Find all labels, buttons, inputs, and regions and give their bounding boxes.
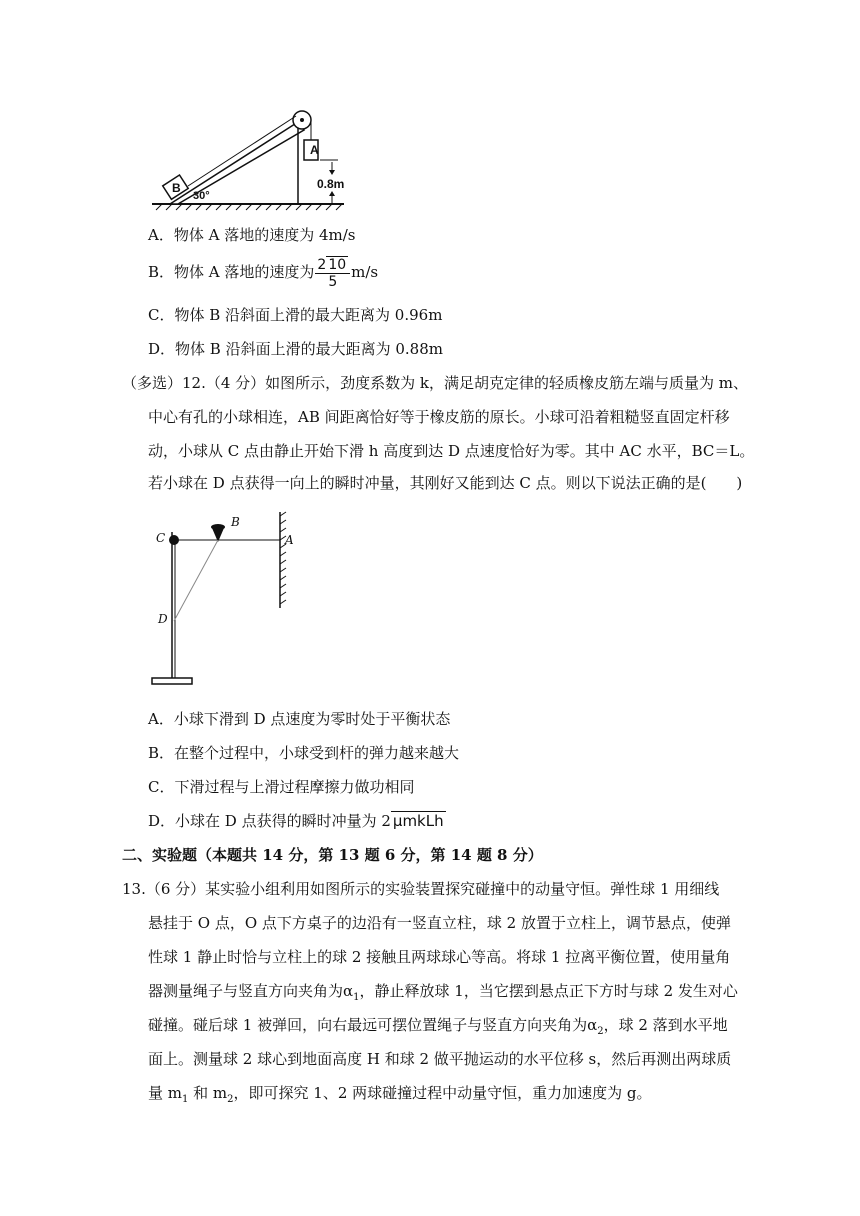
q13-line1: 13.（6 分）某实验小组利用如图所示的实验装置探究碰撞中的动量守恒。弹性球 1 用细线 — [122, 880, 720, 898]
q11-option-c: C．物体 B 沿斜面上滑的最大距离为 0.96m — [148, 306, 443, 324]
alpha-subscript: 1 — [353, 992, 360, 1003]
q12-option-b: B．在整个过程中，小球受到杆的弹力越来越大 — [148, 744, 460, 762]
q12-stem-line3: 动，小球从 C 点由静止开始下滑 h 高度到达 D 点速度恰好为零。其中 AC 水平，BC＝L。 — [148, 442, 755, 460]
q13-line5-rest: ，球 2 落到水平地 — [603, 1016, 728, 1034]
fraction-radical: 10 — [328, 257, 347, 273]
q11-option-b — [148, 256, 378, 290]
q11-option-d: D．物体 B 沿斜面上滑的最大距离为 0.88m — [148, 340, 443, 358]
q12-stem-line2: 中心有孔的小球相连，AB 间距离恰好等于橡皮筋的原长。小球可沿着粗糙竖直固定杆移 — [148, 408, 730, 426]
q12-option-d — [148, 810, 446, 831]
q12-option-c: C．下滑过程与上滑过程摩擦力做功相同 — [148, 778, 415, 796]
q13-line5 — [148, 1014, 728, 1037]
mass-subscript: 2 — [227, 1094, 234, 1105]
q13-line3: 性球 1 静止时恰与立柱上的球 2 接触且两球球心等高。将球 1 拉离平衡位置，使用量角 — [148, 948, 731, 966]
q13-line7-mid: 和 m — [188, 1084, 228, 1102]
rod-rubber-band-figure — [148, 508, 298, 690]
q11-option-a: A．物体 A 落地的速度为 4m/s — [148, 226, 356, 244]
q13-line7-text: 量 m — [148, 1084, 182, 1102]
q12-option-d-radical: μmkLh — [392, 812, 444, 830]
figure1-label-b: B — [172, 181, 181, 195]
figure1-angle-label: 30° — [193, 190, 210, 202]
figure2-label-b: B — [231, 515, 240, 529]
q12-stem-line4: 若小球在 D 点获得一向上的瞬时冲量，其刚好又能到达 C 点。则以下说法正确的是( ) — [148, 474, 743, 492]
q13-line5-text: 碰撞。碰后球 1 被弹回，向右最远可摆位置绳子与竖直方向夹角为α — [148, 1016, 598, 1034]
q11-option-b-unit: m/s — [351, 263, 379, 281]
q12-stem-line1: （多选）12.（4 分）如图所示，劲度系数为 k，满足胡克定律的轻质橡皮筋左端与质量为 m、 — [122, 374, 749, 392]
q13-line4-rest: ，静止释放球 1，当它摆到悬点正下方时与球 2 发生对心 — [359, 982, 738, 1000]
section-title: 二、实验题（本题共 14 分，第 13 题 6 分，第 14 题 8 分） — [122, 846, 543, 864]
q13-line4 — [148, 980, 738, 1003]
fraction-denominator: 5 — [328, 274, 338, 290]
q12-option-a: A．小球下滑到 D 点速度为零时处于平衡状态 — [148, 710, 451, 728]
figure2-label-a: A — [285, 533, 294, 547]
alpha-subscript: 2 — [597, 1026, 604, 1037]
q12-option-d-text: D．小球在 D 点获得的瞬时冲量为 2 — [148, 812, 391, 830]
q13-line7-rest: ，即可探究 1、2 两球碰撞过程中动量守恒，重力加速度为 g。 — [233, 1084, 652, 1102]
figure1-height-label: 0.8m — [317, 177, 345, 191]
mass-subscript: 1 — [182, 1094, 189, 1105]
q11-option-b-text: B．物体 A 落地的速度为 — [148, 263, 315, 281]
q13-line4-text: 器测量绳子与竖直方向夹角为α — [148, 982, 354, 1000]
q13-line7 — [148, 1082, 652, 1105]
q11-option-b-fraction — [315, 256, 350, 290]
figure2-label-d: D — [158, 612, 168, 626]
q13-line6: 面上。测量球 2 球心到地面高度 H 和球 2 做平抛运动的水平位移 s，然后再测出两球质 — [148, 1050, 732, 1068]
fraction-coef: 2 — [317, 257, 327, 273]
q13-line2: 悬挂于 O 点，O 点下方桌子的边沿有一竖直立柱，球 2 放置于立柱上，调节悬点，使弹 — [148, 914, 731, 932]
figure2-label-c: C — [156, 531, 166, 545]
figure1-label-a: A — [310, 143, 319, 157]
